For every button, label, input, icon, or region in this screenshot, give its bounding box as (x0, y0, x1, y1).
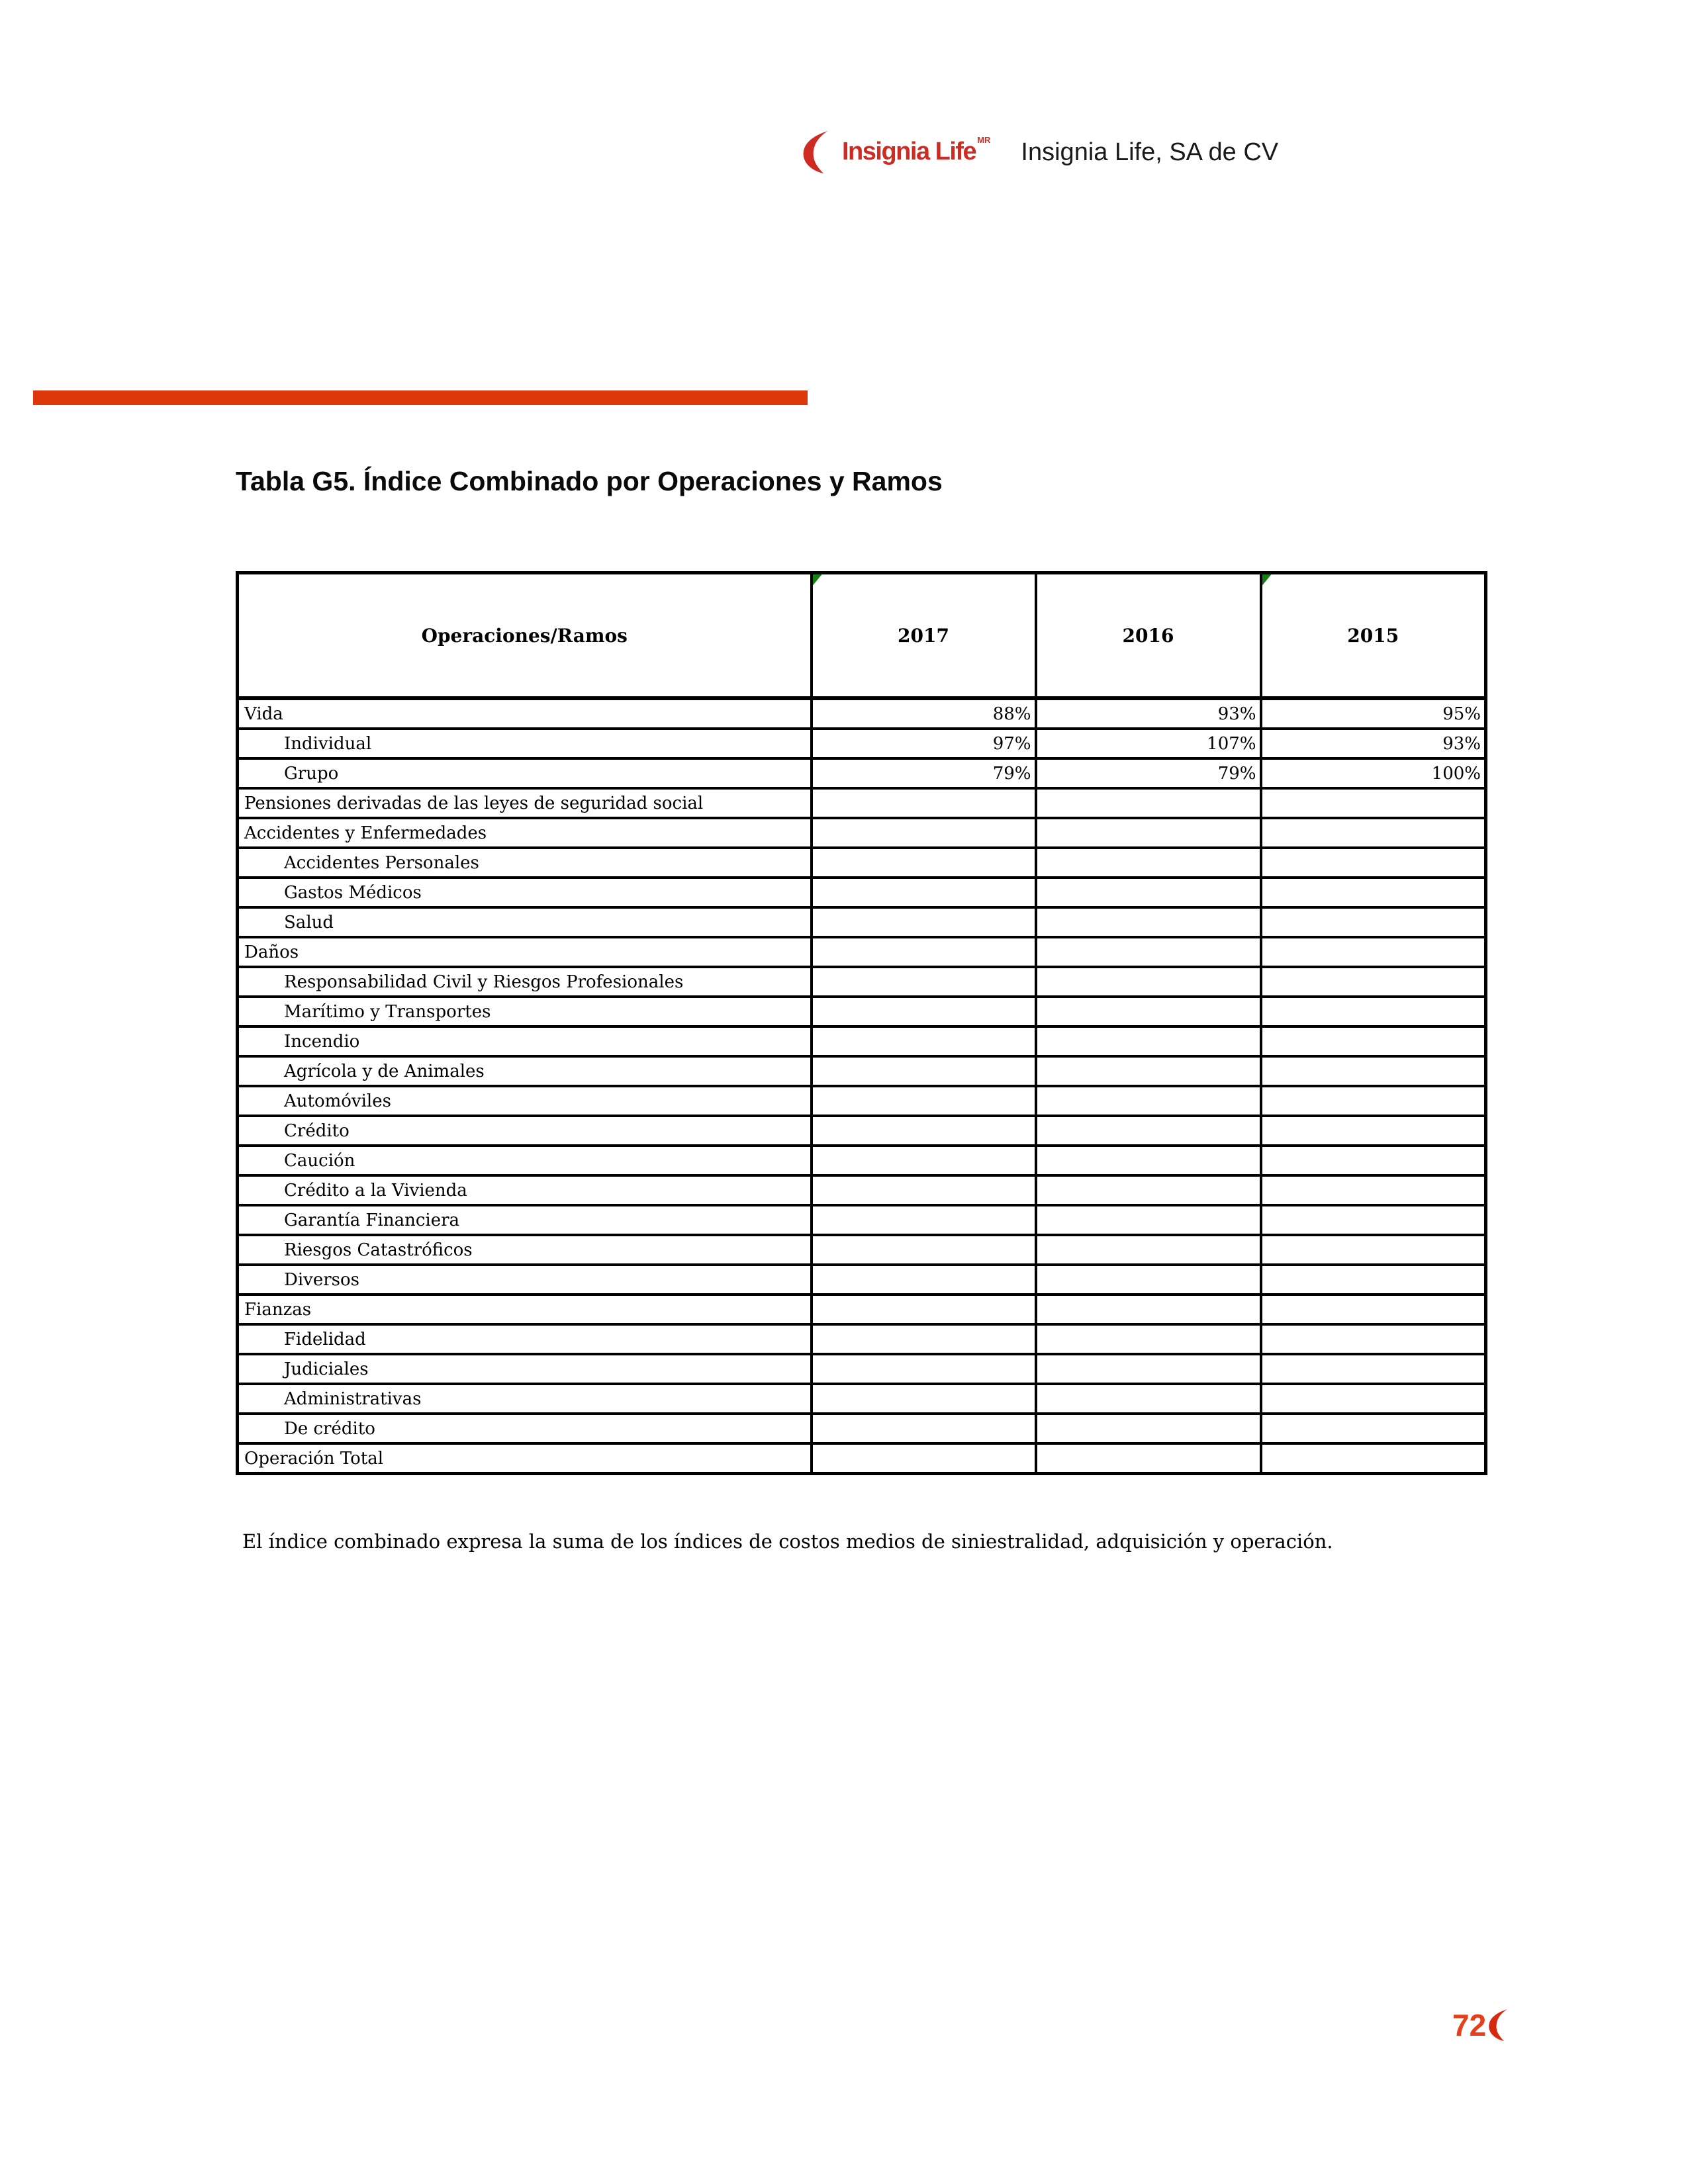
row-label: Accidentes Personales (238, 848, 812, 878)
row-value-2017 (812, 1086, 1036, 1116)
row-value-2017 (812, 1175, 1036, 1205)
row-value-2015 (1261, 1235, 1486, 1265)
row-value-2016 (1036, 1443, 1261, 1474)
row-value-2016 (1036, 878, 1261, 907)
row-value-2015 (1261, 1324, 1486, 1354)
row-value-2017 (812, 1414, 1036, 1443)
row-label: Agrícola y de Animales (238, 1056, 812, 1086)
row-label: Salud (238, 907, 812, 937)
row-label: Incendio (238, 1026, 812, 1056)
row-value-2017 (812, 1056, 1036, 1086)
table-row (238, 1205, 1486, 1235)
col-header-label: Operaciones/Ramos (421, 624, 628, 647)
green-corner-icon (813, 574, 822, 586)
row-label: Individual (238, 729, 812, 758)
table-row (238, 997, 1486, 1026)
row-value-2016: 79% (1036, 758, 1261, 788)
row-value-2016 (1036, 1414, 1261, 1443)
table-row (238, 1414, 1486, 1443)
table-row (238, 758, 1486, 788)
row-label: Diversos (238, 1265, 812, 1295)
row-value-2016 (1036, 1205, 1261, 1235)
page-number: 72 (1452, 2008, 1487, 2042)
footnote: El índice combinado expresa la suma de los índices de costos medios de siniestralidad, adquisición y operación. (242, 1530, 1333, 1553)
row-label: Daños (238, 937, 812, 967)
row-value-2015 (1261, 1116, 1486, 1146)
row-label: Fidelidad (238, 1324, 812, 1354)
row-label: Grupo (238, 758, 812, 788)
col-header-2016 (1036, 573, 1261, 699)
row-label: Automóviles (238, 1086, 812, 1116)
row-value-2015: 95% (1261, 698, 1486, 729)
row-value-2015 (1261, 1086, 1486, 1116)
row-value-2015: 93% (1261, 729, 1486, 758)
table-row (238, 967, 1486, 997)
row-value-2016: 93% (1036, 698, 1261, 729)
col-header-label: 2017 (898, 624, 949, 647)
row-value-2016 (1036, 1175, 1261, 1205)
row-value-2016 (1036, 1056, 1261, 1086)
row-label: Crédito a la Vivienda (238, 1175, 812, 1205)
table-row (238, 1175, 1486, 1205)
logo-wordmark: Insignia Life (842, 138, 976, 165)
row-value-2017: 97% (812, 729, 1036, 758)
row-label: Gastos Médicos (238, 878, 812, 907)
table-row (238, 937, 1486, 967)
row-value-2016 (1036, 1086, 1261, 1116)
table-container (236, 571, 1487, 1475)
row-label: Responsabilidad Civil y Riesgos Profesionales (238, 967, 812, 997)
row-value-2015 (1261, 1146, 1486, 1175)
row-label: Riesgos Catastróficos (238, 1235, 812, 1265)
row-value-2017 (812, 788, 1036, 818)
col-header-2015 (1261, 573, 1486, 699)
row-value-2015 (1261, 1175, 1486, 1205)
row-value-2015 (1261, 1056, 1486, 1086)
table-row (238, 1324, 1486, 1354)
row-value-2017: 79% (812, 758, 1036, 788)
row-value-2017 (812, 1265, 1036, 1295)
row-value-2015: 100% (1261, 758, 1486, 788)
table-row (238, 1443, 1486, 1474)
row-value-2016 (1036, 1265, 1261, 1295)
table-row (238, 788, 1486, 818)
page-header (801, 131, 1278, 175)
row-value-2017 (812, 1026, 1036, 1056)
row-value-2017 (812, 997, 1036, 1026)
company-name: Insignia Life, SA de CV (1021, 138, 1279, 166)
row-value-2017 (812, 1384, 1036, 1414)
row-value-2015 (1261, 997, 1486, 1026)
row-value-2015 (1261, 907, 1486, 937)
row-value-2016 (1036, 1295, 1261, 1324)
page-footer (1452, 2008, 1512, 2042)
row-value-2017 (812, 907, 1036, 937)
row-label: De crédito (238, 1414, 812, 1443)
row-value-2017 (812, 1235, 1036, 1265)
row-value-2017 (812, 1205, 1036, 1235)
row-value-2016 (1036, 1146, 1261, 1175)
table-title: Tabla G5. Índice Combinado por Operaciones y Ramos (236, 466, 943, 496)
row-value-2017 (812, 1295, 1036, 1324)
table-row (238, 1235, 1486, 1265)
row-value-2017 (812, 1116, 1036, 1146)
row-value-2015 (1261, 1414, 1486, 1443)
row-label: Caución (238, 1146, 812, 1175)
row-value-2015 (1261, 818, 1486, 848)
row-label: Fianzas (238, 1295, 812, 1324)
row-value-2017 (812, 937, 1036, 967)
accent-bar (33, 390, 808, 405)
table-row (238, 1056, 1486, 1086)
row-value-2017 (812, 1354, 1036, 1384)
row-label: Accidentes y Enfermedades (238, 818, 812, 848)
row-value-2015 (1261, 1265, 1486, 1295)
col-header-2017 (812, 573, 1036, 699)
table-row (238, 1116, 1486, 1146)
row-value-2016 (1036, 997, 1261, 1026)
col-header-label: 2015 (1347, 624, 1399, 647)
table-row (238, 1026, 1486, 1056)
table-row (238, 878, 1486, 907)
row-value-2016 (1036, 967, 1261, 997)
row-value-2015 (1261, 788, 1486, 818)
row-value-2015 (1261, 1354, 1486, 1384)
row-label: Operación Total (238, 1443, 812, 1474)
col-header-operaciones-ramos (238, 573, 812, 699)
table-row (238, 729, 1486, 758)
header-row (238, 573, 1486, 699)
row-value-2017: 88% (812, 698, 1036, 729)
row-value-2016 (1036, 1324, 1261, 1354)
row-value-2016 (1036, 848, 1261, 878)
row-value-2016 (1036, 1026, 1261, 1056)
table-row (238, 818, 1486, 848)
row-value-2017 (812, 1146, 1036, 1175)
table-row (238, 1146, 1486, 1175)
row-value-2016 (1036, 788, 1261, 818)
row-label: Judiciales (238, 1354, 812, 1384)
table-row (238, 907, 1486, 937)
row-value-2017 (812, 1324, 1036, 1354)
row-value-2016 (1036, 937, 1261, 967)
row-value-2015 (1261, 937, 1486, 967)
col-header-label: 2016 (1122, 624, 1174, 647)
table-row (238, 1086, 1486, 1116)
row-label: Vida (238, 698, 812, 729)
row-value-2016 (1036, 1354, 1261, 1384)
row-label: Administrativas (238, 1384, 812, 1414)
row-value-2017 (812, 1443, 1036, 1474)
table-row (238, 1354, 1486, 1384)
row-value-2016 (1036, 1384, 1261, 1414)
row-value-2017 (812, 818, 1036, 848)
crescent-moon-icon (801, 131, 835, 173)
table-row (238, 698, 1486, 729)
row-label: Garantía Financiera (238, 1205, 812, 1235)
row-value-2017 (812, 848, 1036, 878)
row-label: Pensiones derivadas de las leyes de seguridad social (238, 788, 812, 818)
row-value-2016 (1036, 818, 1261, 848)
table-row (238, 848, 1486, 878)
row-value-2016 (1036, 1116, 1261, 1146)
row-value-2017 (812, 878, 1036, 907)
table-body (238, 698, 1486, 1474)
row-value-2015 (1261, 1295, 1486, 1324)
row-value-2015 (1261, 1026, 1486, 1056)
row-value-2017 (812, 967, 1036, 997)
row-value-2016: 107% (1036, 729, 1261, 758)
table-row (238, 1295, 1486, 1324)
trademark-superscript: MR (977, 135, 991, 145)
table-row (238, 1384, 1486, 1414)
row-value-2015 (1261, 1205, 1486, 1235)
row-label: Crédito (238, 1116, 812, 1146)
row-value-2015 (1261, 848, 1486, 878)
row-value-2015 (1261, 878, 1486, 907)
green-corner-icon (1262, 574, 1272, 586)
crescent-moon-icon (1486, 2008, 1512, 2042)
row-value-2015 (1261, 1443, 1486, 1474)
row-value-2015 (1261, 967, 1486, 997)
row-label: Marítimo y Transportes (238, 997, 812, 1026)
row-value-2015 (1261, 1384, 1486, 1414)
row-value-2016 (1036, 907, 1261, 937)
data-table (236, 571, 1487, 1475)
table-row (238, 1265, 1486, 1295)
row-value-2016 (1036, 1235, 1261, 1265)
